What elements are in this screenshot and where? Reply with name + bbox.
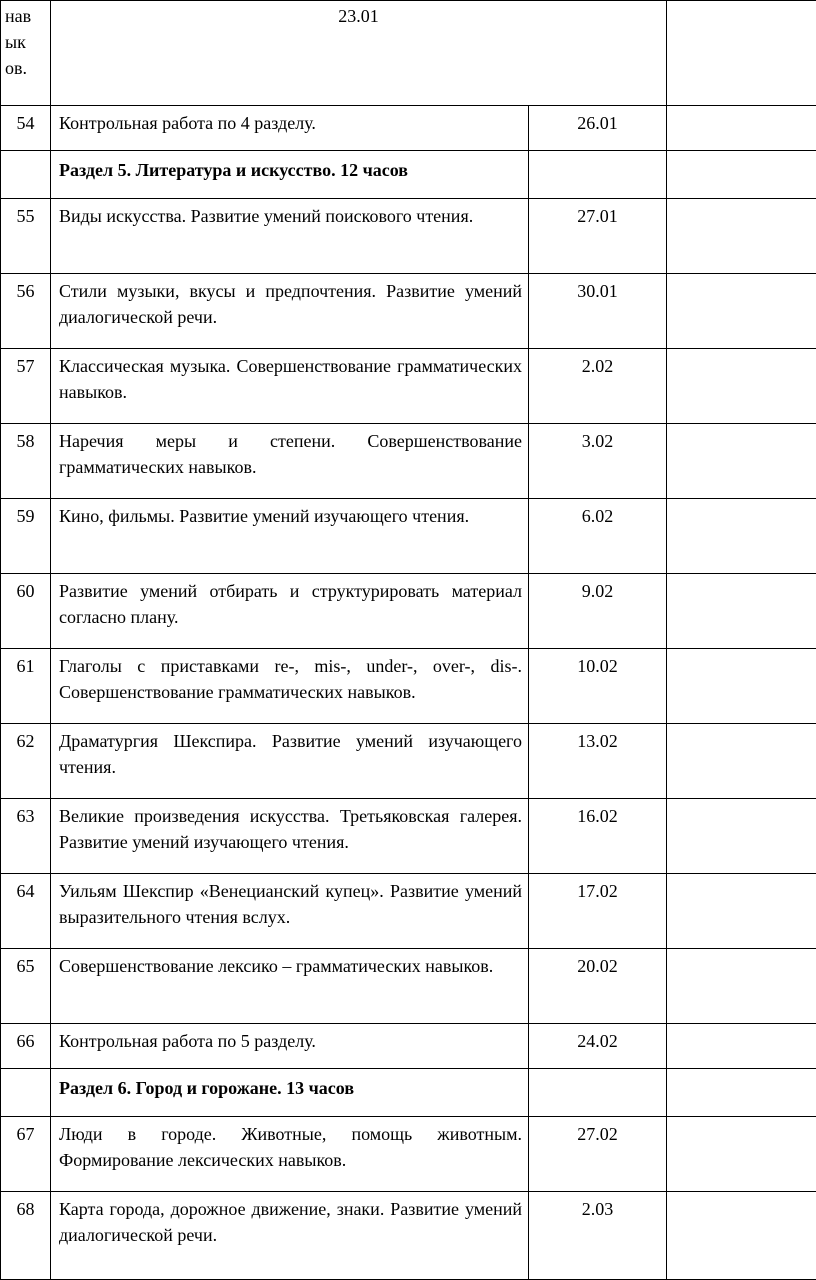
table-row <box>1 424 816 499</box>
actual-date-cell <box>667 799 816 874</box>
lesson-number-cell: 68 <box>1 1192 51 1280</box>
table-row <box>1 724 816 799</box>
lesson-number-cell: 55 <box>1 199 51 274</box>
actual-date-cell <box>667 649 816 724</box>
table-row <box>1 574 816 649</box>
actual-date-cell <box>667 724 816 799</box>
lesson-number-cell: 59 <box>1 499 51 574</box>
lesson-number-cell: 57 <box>1 349 51 424</box>
actual-date-cell <box>667 424 816 499</box>
lesson-number-cell: 60 <box>1 574 51 649</box>
actual-date-cell <box>667 949 816 1024</box>
actual-date-cell <box>667 106 816 151</box>
lesson-topic-cell: Кино, фильмы. Развитие умений изучающего чтения. <box>51 499 529 574</box>
empty-number-cell <box>1 1069 51 1117</box>
actual-date-cell <box>667 1192 816 1280</box>
lesson-date-cell: 17.02 <box>529 874 667 949</box>
lesson-topic-cell: Карта города, дорожное движение, знаки. Развитие умений диалогической речи. <box>51 1192 529 1280</box>
lesson-number-cell: 56 <box>1 274 51 349</box>
lesson-date-cell: 9.02 <box>529 574 667 649</box>
lesson-date-cell: 2.02 <box>529 349 667 424</box>
table-row <box>1 199 816 274</box>
lesson-topic-cell: Драматургия Шекспира. Развитие умений изучающего чтения. <box>51 724 529 799</box>
lesson-date-cell: 13.02 <box>529 724 667 799</box>
actual-date-cell <box>667 1069 816 1117</box>
lesson-topic-cell: Классическая музыка. Совершенствование грамматических навыков. <box>51 349 529 424</box>
lesson-topic-cell: Контрольная работа по 5 разделу. <box>51 1024 529 1069</box>
section-title: Раздел 5. Литература и искусство. 12 часов <box>51 151 529 199</box>
lesson-date-cell: 2.03 <box>529 1192 667 1280</box>
lesson-topic-cell: Стили музыки, вкусы и предпочтения. Развитие умений диалогической речи. <box>51 274 529 349</box>
actual-date-cell <box>667 1 816 106</box>
lesson-topic-cell: Контрольная работа по 4 разделу. <box>51 106 529 151</box>
lesson-date-cell: 10.02 <box>529 649 667 724</box>
lesson-date-cell: 27.01 <box>529 199 667 274</box>
lesson-date-cell: 30.01 <box>529 274 667 349</box>
lesson-topic-cell: Развитие умений отбирать и структурировать материал согласно плану. <box>51 574 529 649</box>
empty-number-cell <box>1 151 51 199</box>
lesson-number-cell: нав ык ов. <box>1 1 51 106</box>
actual-date-cell <box>667 574 816 649</box>
table-row <box>1 649 816 724</box>
actual-date-cell <box>667 349 816 424</box>
section-title: Раздел 6. Город и горожане. 13 часов <box>51 1069 529 1117</box>
actual-date-cell <box>667 151 816 199</box>
lesson-topic-cell: Совершенствование лексико – грамматических навыков. <box>51 949 529 1024</box>
empty-date-cell <box>529 151 667 199</box>
actual-date-cell <box>667 874 816 949</box>
actual-date-cell <box>667 274 816 349</box>
table-row <box>1 1117 816 1192</box>
lesson-topic-cell: Уильям Шекспир «Венецианский купец». Развитие умений выразительного чтения вслух. <box>51 874 529 949</box>
lesson-date-cell: 23.01 <box>51 1 667 106</box>
lesson-date-cell: 16.02 <box>529 799 667 874</box>
lesson-date-cell: 6.02 <box>529 499 667 574</box>
actual-date-cell <box>667 499 816 574</box>
lesson-topic-cell: Виды искусства. Развитие умений поискового чтения. <box>51 199 529 274</box>
table-row <box>1 1192 816 1280</box>
table-row <box>1 499 816 574</box>
actual-date-cell <box>667 199 816 274</box>
lesson-number-cell: 54 <box>1 106 51 151</box>
table-row <box>1 1 816 106</box>
empty-date-cell <box>529 1069 667 1117</box>
lesson-number-cell: 66 <box>1 1024 51 1069</box>
actual-date-cell <box>667 1024 816 1069</box>
lesson-number-cell: 64 <box>1 874 51 949</box>
lesson-topic-cell: Люди в городе. Животные, помощь животным. Формирование лексических навыков. <box>51 1117 529 1192</box>
lesson-topic-cell: Великие произведения искусства. Третьяковская галерея. Развитие умений изучающего чтения. <box>51 799 529 874</box>
actual-date-cell <box>667 1117 816 1192</box>
lesson-number-cell: 65 <box>1 949 51 1024</box>
lesson-topic-cell: Глаголы с приставками re-, mis-, under-, over-, dis-. Совершенствование грамматических навыков. <box>51 649 529 724</box>
lesson-number-cell: 58 <box>1 424 51 499</box>
lesson-number-cell: 63 <box>1 799 51 874</box>
lesson-number-cell: 62 <box>1 724 51 799</box>
lesson-date-cell: 20.02 <box>529 949 667 1024</box>
table-row <box>1 349 816 424</box>
table-row <box>1 1024 816 1069</box>
lesson-date-cell: 26.01 <box>529 106 667 151</box>
lesson-number-cell: 61 <box>1 649 51 724</box>
lesson-date-cell: 27.02 <box>529 1117 667 1192</box>
lesson-number-cell: 67 <box>1 1117 51 1192</box>
table-row <box>1 949 816 1024</box>
table-row <box>1 274 816 349</box>
section-row <box>1 1069 816 1117</box>
section-row <box>1 151 816 199</box>
lesson-date-cell: 3.02 <box>529 424 667 499</box>
table-row <box>1 106 816 151</box>
lesson-date-cell: 24.02 <box>529 1024 667 1069</box>
table-row <box>1 799 816 874</box>
lesson-topic-cell: Наречия меры и степени. Совершенствование грамматических навыков. <box>51 424 529 499</box>
table-row <box>1 874 816 949</box>
